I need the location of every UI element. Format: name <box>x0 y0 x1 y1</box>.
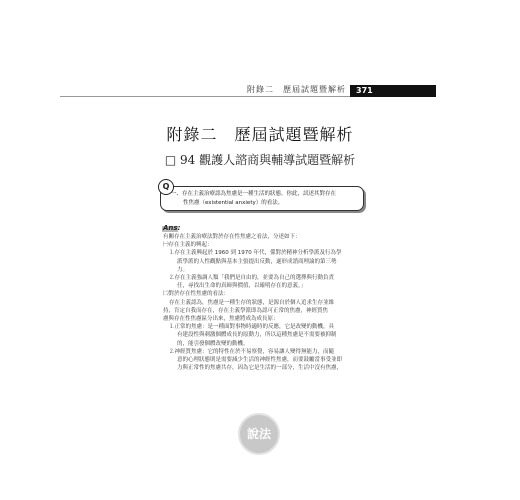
body-line: 派學派的人性觀點與基本主張提出反動，遂形成諮商理論的第三勢 <box>177 258 337 265</box>
body-line: 力。 <box>177 266 189 273</box>
page-number: 371 <box>350 85 436 97</box>
question-box <box>160 186 364 211</box>
answer-label: Ans: <box>163 224 181 232</box>
publisher-stamp-icon: 說法 <box>238 413 280 455</box>
body-line: 有建設性與刺激個體成長的原動力，所以這種焦慮是不需要被抑制 <box>177 332 337 339</box>
running-title: 附錄二 歷屆試題暨解析 <box>247 85 346 94</box>
body-line: ㈡對於存在性焦慮的看法： <box>163 291 230 298</box>
body-line: 的，能引發個體改變的動機。 <box>177 340 249 347</box>
body-line: ⒉存在主義強調人類「我們是自由的，並要為自己的選擇與行動負責 <box>169 275 335 282</box>
running-header <box>60 85 436 97</box>
body-line: ㈠存在主義的興起： <box>163 242 213 249</box>
question-line: 性焦慮（existential anxiety）的看法。 <box>183 200 284 206</box>
body-line: 持，肯定自我而存在，存在主義學派即為認可正常的焦慮，神經質焦 <box>163 307 329 314</box>
body-line: 有關存在主義治療法對於存在性焦慮之看法，分述如下： <box>163 234 301 240</box>
chapter-title: 附錄二 歷屆試題暨解析 <box>166 125 354 144</box>
body-line: ⒈正常的焦慮：是一種面對事物時適時的反應，它是改變的動機，具 <box>169 324 335 331</box>
answer-body <box>163 233 363 372</box>
body-line: 慮與存在性焦慮區分出來，焦慮將成為成長原： <box>163 316 279 323</box>
question-marker-icon: Q <box>158 179 174 195</box>
body-line: ⒉神經質焦慮：它的特性在於不易察覺，容易讓人變得無能力，而隨 <box>169 348 335 355</box>
body-line: ⒈存在主義興起於 1960 到 1970 年代，係對於精神分析學派及行為學 <box>169 250 342 257</box>
body-line: 存在主義認為，焦慮是一種生存的狀態，是源自於個人追求生存並維 <box>169 299 335 306</box>
body-line: 意的心理狀態則是需要減少生活的神經性焦慮，而要鼓勵當事受並即 <box>177 357 343 364</box>
body-line: 力與正常性的焦慮共存，因為它是生活的一部分，生活中沒有焦慮， <box>177 365 343 372</box>
section-title: □ 94 觀護人諮商與輔導試題暨解析 <box>164 153 356 167</box>
question-line: 一、存在主義治療認為焦慮是一種生活的狀態，你此，試述其對存在 <box>171 191 337 197</box>
body-line: 任，尋找出生命的真締與價值，以確明存在的意義。」 <box>177 283 307 290</box>
